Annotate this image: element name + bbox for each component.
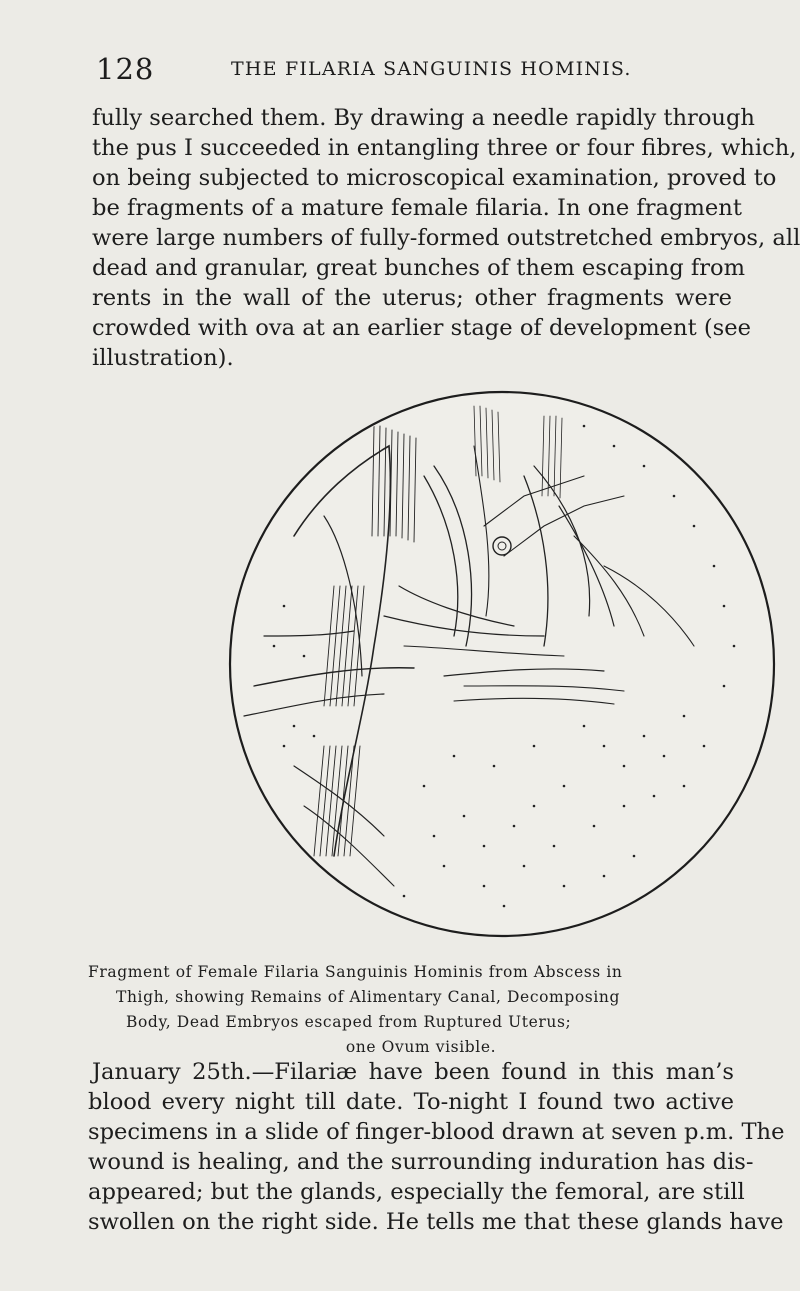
text-line: wound is healing, and the surrounding induration has dis- (88, 1149, 754, 1175)
text-line: specimens in a slide of finger-blood drawn at seven p.m. The (88, 1119, 785, 1145)
text-line: fully searched them. By drawing a needle rapidly through (92, 105, 755, 131)
caption-line: one Ovum visible. (345, 1038, 497, 1056)
running-title: THE FILARIA SANGUINIS HOMINIS. (231, 58, 632, 80)
paragraph-top (92, 103, 800, 373)
text-line: appeared; but the glands, especially the femoral, are still (88, 1179, 745, 1205)
text-line: swollen on the right side. He tells me that these glands have (88, 1209, 784, 1235)
field-circle (230, 392, 774, 936)
text-line: be fragments of a mature female filaria. In one fragment (92, 195, 742, 221)
text-line: the pus I succeeded in entangling three or four fibres, which, (92, 135, 797, 161)
paragraph-bottom (88, 1057, 785, 1237)
text-line: crowded with ova at an earlier stage of development (see (92, 315, 751, 341)
figure-caption (88, 960, 754, 1060)
text-line: rents in the wall of the uterus; other fragments were (92, 285, 732, 311)
page-number: 128 (96, 52, 155, 86)
page-header (96, 52, 736, 88)
caption-line: Body, Dead Embryos escaped from Ruptured Uterus; (126, 1013, 572, 1031)
text-line: were large numbers of fully-formed outstretched embryos, all (92, 225, 800, 251)
text-line: January 25th.—Filariæ have been found in this man’s (92, 1059, 734, 1085)
text-line: dead and granular, great bunches of them escaping from (92, 255, 746, 281)
caption-line: Thigh, showing Remains of Alimentary Canal, Decomposing (116, 988, 621, 1006)
text-line: on being subjected to microscopical examination, proved to (92, 165, 777, 191)
text-line: illustration). (92, 345, 234, 371)
text-line: blood every night till date. To-night I found two active (88, 1089, 734, 1115)
caption-line: Fragment of Female Filaria Sanguinis Hominis from Abscess in (88, 963, 623, 981)
microscope-field-illustration (224, 386, 780, 942)
